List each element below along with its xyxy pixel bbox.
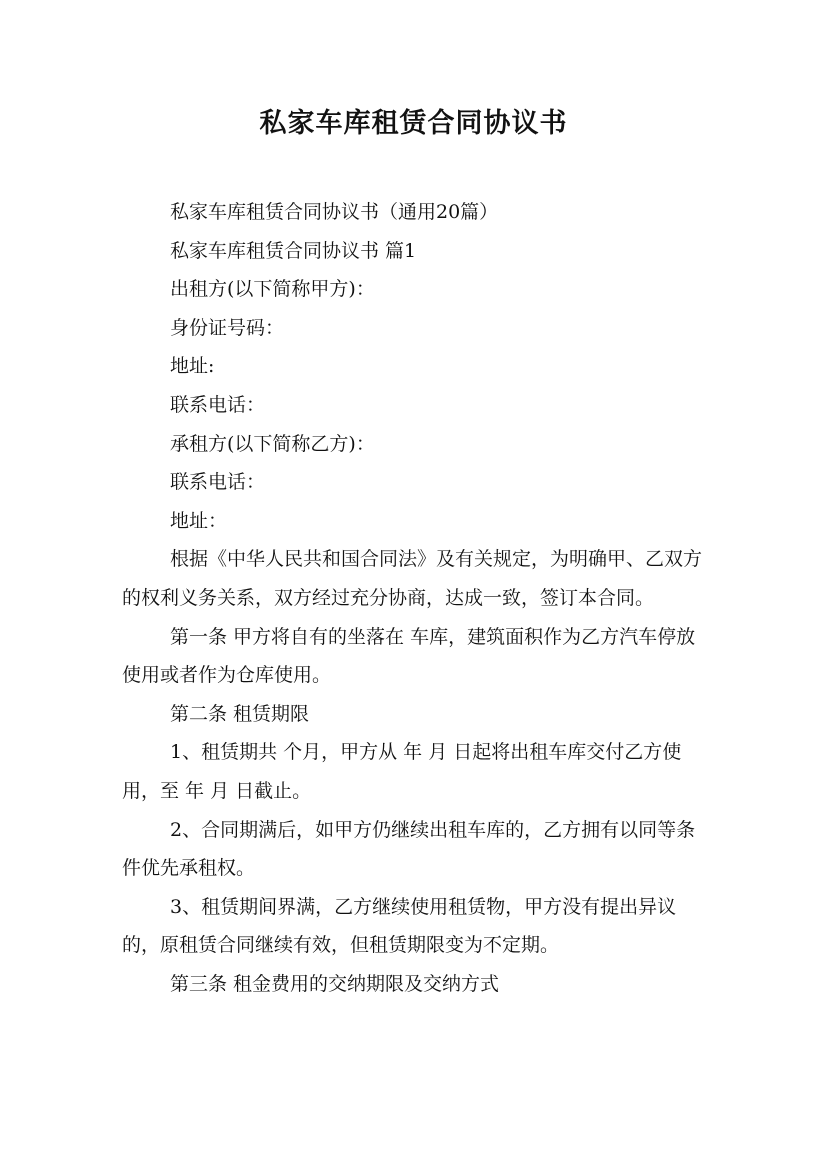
- paragraph-article-3-heading: 第三条 租金费用的交纳期限及交纳方式: [170, 972, 500, 995]
- paragraph-lessor-address: 地址:: [170, 355, 215, 378]
- paragraph-lessor: 出租方(以下简称甲方)：: [170, 278, 375, 301]
- paragraph-lessee-phone: 联系电话：: [170, 471, 266, 494]
- paragraph-clause-2: 2、合同期满后，如甲方仍继续出租车库的，乙方拥有以同等条件优先承租权。: [122, 818, 696, 880]
- paragraph-section-heading: 私家车库租赁合同协议书 篇1: [170, 239, 417, 262]
- paragraph-clause-3: 3、租赁期间界满，乙方继续使用租赁物，甲方没有提出异议的，原租赁合同继续有效，但租赁期限变为不定期。: [122, 895, 677, 957]
- paragraph-lessee: 承租方(以下简称乙方)：: [170, 432, 375, 455]
- paragraph-preamble: 根据《中华人民共和国合同法》及有关规定，为明确甲、乙双方的权利义务关系，双方经过充分协商，达成一致，签订本合同。: [122, 548, 703, 609]
- document-body: [122, 193, 712, 1003]
- paragraph-lessee-address: 地址：: [170, 509, 228, 532]
- paragraph-id-number: 身份证号码：: [170, 316, 285, 339]
- paragraph-article-2-heading: 第二条 租赁期限: [170, 702, 310, 725]
- paragraph-article-1: 第一条 甲方将自有的坐落在 车库，建筑面积作为乙方汽车停放使用或者作为仓库使用。: [122, 625, 696, 687]
- paragraph-subtitle: 私家车库租赁合同协议书（通用20篇）: [170, 201, 499, 223]
- paragraph-clause-1: 1、租赁期共 个月，甲方从 年 月 日起将出租车库交付乙方使用，至 年 月 日截止。: [122, 741, 682, 802]
- document-title: 私家车库租赁合同协议书: [259, 108, 568, 139]
- paragraph-lessor-phone: 联系电话：: [170, 393, 266, 416]
